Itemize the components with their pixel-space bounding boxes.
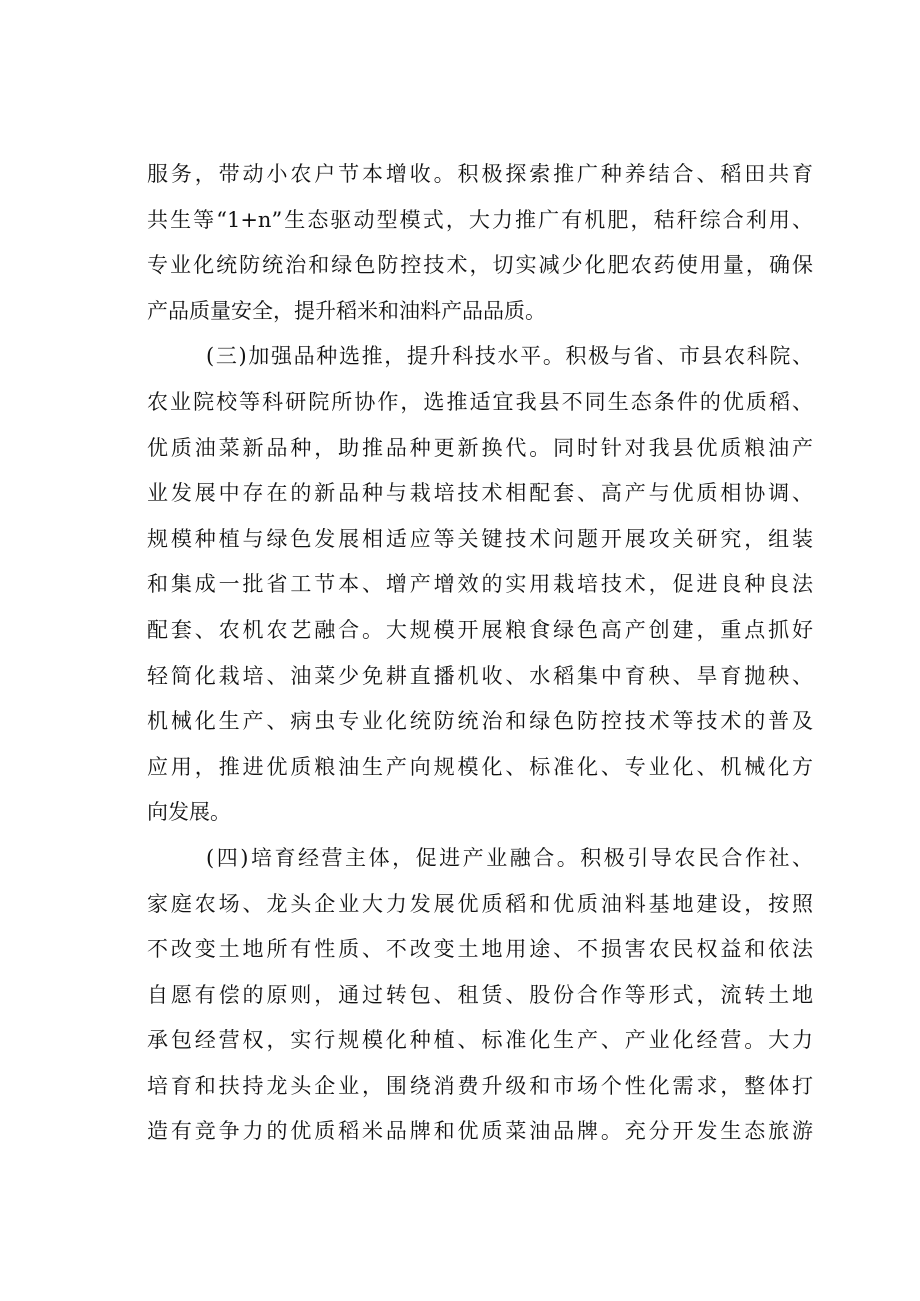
text-line: 专业化统防统治和绿色防控技术，切实减少化肥农药使用量，确保 bbox=[147, 253, 813, 278]
text-line: 服务，带动小农户节本增收。积极探索推广种养结合、稻田共育 bbox=[147, 162, 813, 186]
paragraph-heading-line: (三)加强品种选推，提升科技水平。积极与省、市县农科院、 bbox=[206, 344, 813, 369]
text-line: 承包经营权，实行规模化种植、标准化生产、产业化经营。大力 bbox=[147, 1028, 813, 1053]
text-line: 不改变土地所有性质、不改变土地用途、不损害农民权益和依法 bbox=[147, 937, 813, 962]
text-line: 配套、农机农艺融合。大规模开展粮食绿色高产创建，重点抓好 bbox=[147, 617, 813, 642]
paragraph-heading-line: (四)培育经营主体，促进产业融合。积极引导农民合作社、 bbox=[206, 845, 813, 870]
text-line: 家庭农场、龙头企业大力发展优质稻和优质油料基地建设，按照 bbox=[147, 891, 813, 916]
text-line: 轻简化栽培、油菜少免耕直播机收、水稻集中育秧、旱育抛秧、 bbox=[147, 663, 813, 688]
text-line: 应用，推进优质粮油生产向规模化、标准化、专业化、机械化方 bbox=[147, 754, 813, 779]
text-line: 培育和扶持龙头企业，围绕消费升级和市场个性化需求，整体打 bbox=[147, 1073, 813, 1098]
text-line: 和集成一批省工节本、增产增效的实用栽培技术，促进良种良法 bbox=[147, 572, 813, 597]
text-line: 机械化生产、病虫专业化统防统治和绿色防控技术等技术的普及 bbox=[147, 709, 813, 734]
text-line: 农业院校等科研院所协作，选推适宜我县不同生态条件的优质稻、 bbox=[147, 389, 813, 414]
text-line: 共生等“1+n”生态驱动型模式，大力推广有机肥，秸秆综合利用、 bbox=[147, 207, 813, 232]
text-line: 造有竞争力的优质稻米品牌和优质菜油品牌。充分开发生态旅游 bbox=[147, 1119, 813, 1144]
text-line: 业发展中存在的新品种与栽培技术相配套、高产与优质相协调、 bbox=[147, 481, 813, 506]
body-text bbox=[147, 152, 813, 1155]
text-line: 优质油菜新品种，助推品种更新换代。同时针对我县优质粮油产 bbox=[147, 435, 813, 460]
text-line: 产品质量安全，提升稻米和油料产品品质。 bbox=[147, 298, 546, 323]
text-line: 自愿有偿的原则，通过转包、租赁、股份合作等形式，流转土地 bbox=[147, 982, 813, 1007]
text-line: 向发展。 bbox=[147, 800, 231, 825]
text-line: 规模种植与绿色发展相适应等关键技术问题开展攻关研究，组装 bbox=[147, 526, 813, 551]
